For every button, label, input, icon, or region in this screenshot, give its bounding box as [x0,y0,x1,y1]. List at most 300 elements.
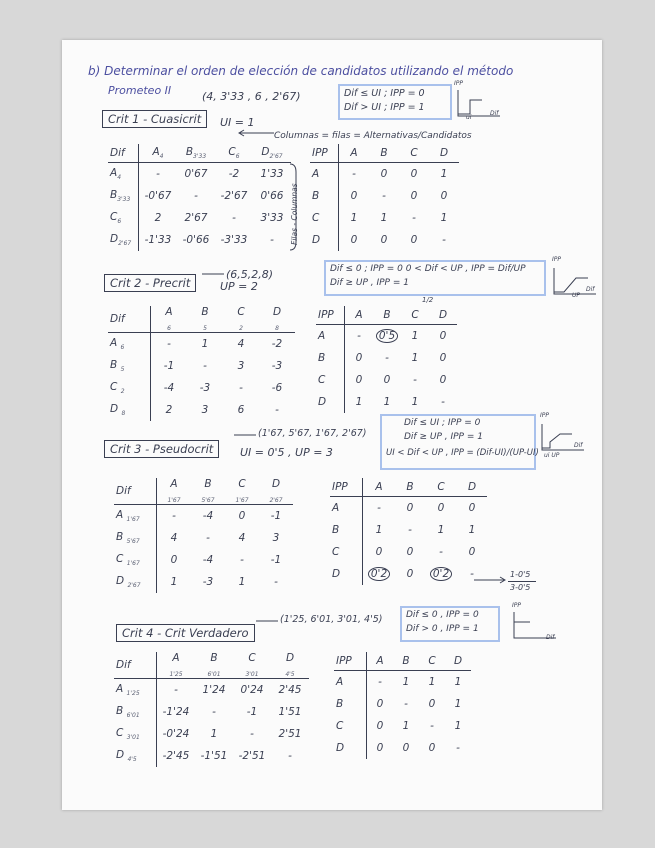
table-row [108,185,291,207]
table-row [114,745,309,767]
arrow-icon [236,128,276,138]
crit1-dif-table [108,144,291,251]
cell: - [288,750,292,763]
table-header: B [373,306,401,325]
cell: -3 [271,360,283,373]
pseudo-graph-icon [538,422,588,456]
cell: 1 [350,212,358,224]
col-weight: 4 [159,153,164,161]
cell: - [250,728,254,741]
cell [373,325,401,348]
cell: - [404,698,408,710]
row-label: A [310,163,339,186]
cell: -6 [271,382,283,395]
crit2-vector: (6,5,2,8) [226,268,274,281]
table-header: C [425,478,457,497]
cell: 1 [411,330,419,342]
cell: 0 [439,352,447,364]
rule-line: Dif > UI ; IPP = 1 [344,102,425,113]
cell: - [357,330,361,342]
cell: 0 [439,330,447,342]
cell: -0'24 [162,728,190,741]
crit2-dif-table [108,306,295,421]
table-header: IPP [334,652,367,671]
cell [425,563,457,585]
table-header: D $_8$ [259,306,295,333]
cell: 1'24 [202,684,226,697]
crit3-vector: (1'67, 5'67, 1'67, 2'67) [258,428,367,439]
cell: 1 [437,524,445,536]
cell: 0 [402,742,410,754]
table-row [334,693,471,715]
crit1-param: UI = 1 [220,116,255,129]
crit1-title: Crit 1 - Cuasicrit [102,110,207,128]
row-label: $B_{3'33}$ [108,185,139,207]
cell: -4 [163,382,175,395]
cell: - [470,568,474,580]
cell: - [412,212,416,224]
table-header: B [395,478,425,497]
cell: 0 [170,554,178,567]
table-row [114,723,309,745]
cell: - [206,532,210,545]
cell: 4 [170,532,178,545]
table-header: C $_2$ [223,306,259,333]
cell: 0 [406,546,414,558]
cell: 0 [376,720,384,732]
cell: - [377,502,381,514]
table-row [108,333,295,356]
row-label: D [316,391,345,413]
table-row [334,715,471,737]
crit1-note: Columnas = filas = Alternativas/Candidatos [274,131,472,141]
cell: -1'51 [200,750,228,763]
table-header: Dif [114,652,157,679]
cell: -4 [202,510,214,523]
crit2-param: UP = 2 [220,280,258,293]
row-label: C $_{1'67}$ [114,549,157,571]
table-header: A [367,652,394,671]
rule-line: Dif ≥ UP , IPP = 1 [404,432,483,442]
cell: 1 [170,576,178,589]
cell: - [352,168,356,180]
cell: - [456,742,460,754]
circled-value: 0'2 [368,567,390,581]
table-header: B $_{6'01}$ [195,652,233,679]
cell: -1'24 [162,706,190,719]
table-header: Dif [114,478,157,505]
crit3-ipp-table [330,478,487,585]
arrow-icon [474,576,508,584]
table-header: B [369,144,399,163]
table-row [114,527,293,549]
cell: - [275,404,279,417]
cell: -2'45 [162,750,190,763]
table-header: IPP [310,144,339,163]
cell: 6 [237,404,245,417]
row-label: A $_{1'67}$ [114,505,157,528]
table-header [177,144,215,163]
cell: 0 [439,374,447,386]
row-label: C $_{3'01}$ [114,723,157,745]
cell: 1 [375,524,383,536]
row-label: B $_{5'67}$ [114,527,157,549]
cell: -0'66 [182,234,210,246]
cell: - [194,190,198,202]
table-header: C $_{3'01}$ [233,652,271,679]
cell: -2'51 [238,750,266,763]
cell: -2'67 [220,190,248,202]
table-row [334,671,471,694]
row-label: D $_8$ [108,399,151,421]
circled-value: 0'5 [376,329,398,343]
table-header: IPP [316,306,345,325]
cell: - [413,374,417,386]
row-label: D [310,229,339,251]
graph-x-label: Dif [574,442,583,449]
table-row [330,563,487,585]
crit4-title: Crit 4 - Crit Verdadero [116,624,255,642]
table-header: D $_{2'67}$ [259,478,293,505]
cell: 1 [380,212,388,224]
crit4-dif-table [114,652,309,767]
col-label: B [185,145,194,158]
cell: 0 [238,510,246,523]
cell: -1'33 [144,234,172,246]
cell: 1 [440,212,448,224]
graph-y-label: IPP [540,412,550,419]
table-header: A [363,478,396,497]
row-label: B [330,519,363,541]
table-row [316,369,457,391]
cell: 2 [154,212,162,224]
row-label: $A_4$ [108,163,139,186]
table-row [108,163,291,186]
table-header: B $_5$ [187,306,223,333]
table-row [330,497,487,520]
cell: - [408,524,412,536]
table-header [139,144,178,163]
cell: 3 [237,360,245,373]
table-header: C [401,306,429,325]
cell [363,563,396,585]
cell: 1 [411,396,419,408]
table-header: D [429,144,459,163]
cell: -4 [202,554,214,567]
arrow-icon [234,432,258,438]
table-row [114,701,309,723]
cell: - [270,234,274,246]
table-header [215,144,253,163]
table-header: C [419,652,445,671]
cell: 1 [402,720,410,732]
table-row [114,679,309,702]
cell: - [232,212,236,224]
table-header: B $_{5'67}$ [191,478,225,505]
table-row [108,229,291,251]
cell: 2'67 [184,212,208,224]
col-label: D [261,145,270,158]
cell: - [239,382,243,395]
table-row [114,571,293,593]
cell: 4 [238,532,246,545]
row-label: C [330,541,363,563]
crit3-dif-table [114,478,293,593]
cell: -3 [202,576,214,589]
cell: 0 [380,234,388,246]
cell: - [167,338,171,351]
fraction-note: 1/2 [422,296,434,304]
cell: - [240,554,244,567]
cell: 1 [454,698,462,710]
graph-x-label: Dif [586,286,595,293]
cell: -1 [270,510,282,523]
crit2-title: Crit 2 - Precrit [104,274,196,292]
table-header: B [393,652,419,671]
row-label: C [310,207,339,229]
row-label: A [330,497,363,520]
cell: -1 [246,706,258,719]
rule-line: Dif > 0 , IPP = 1 [406,624,479,634]
cell: 0 [440,190,448,202]
table-header [253,144,291,163]
cell: 0 [375,546,383,558]
row-label: D [330,563,363,585]
col-weight: 2'67 [269,153,283,161]
cell: - [439,546,443,558]
cell: 1 [238,576,246,589]
row-label: D [334,737,367,759]
method-name: Prometeo II [108,84,172,97]
table-header: A $_{1'67}$ [157,478,192,505]
arrow-icon [202,271,226,277]
cell: 0 [410,168,418,180]
row-label: $C_6$ [108,207,139,229]
cell: 0 [350,190,358,202]
cell: - [172,510,176,523]
cell: 0 [383,374,391,386]
table-header: A [339,144,370,163]
table-row [310,163,459,186]
cell: 0 [355,374,363,386]
row-label: A $_6$ [108,333,151,356]
cell: 0 [350,234,358,246]
graph-threshold-label: ui UP [544,452,560,459]
cell: 4 [237,338,245,351]
table-row [316,325,457,348]
cell: 1 [402,676,410,688]
table-header: Dif [108,306,151,333]
cell: 1 [454,676,462,688]
row-label: B [334,693,367,715]
cell: - [385,352,389,364]
table-row [310,185,459,207]
cell: 0 [355,352,363,364]
rule-box-crit2 [324,260,546,296]
cell: 1 [428,676,436,688]
cell: 3 [201,404,209,417]
cell: 0 [410,234,418,246]
cell: -3 [199,382,211,395]
table-row [108,355,295,377]
cell: - [203,360,207,373]
crit4-ipp-table [334,652,471,759]
side-fraction-den: 3-0'5 [510,583,531,592]
graph-x-label: Dif [546,634,555,641]
rule-line: UI < Dif < UP , IPP = (Dif-UI)/(UP-UI) [386,448,539,458]
cell: 3'33 [260,212,284,224]
cell: 1 [201,338,209,351]
cell: 1 [411,352,419,364]
table-row [108,207,291,229]
row-label: C [316,369,345,391]
col-label: A [152,145,160,158]
cell: 0 [380,168,388,180]
graph-x-label: Dif [490,110,499,117]
table-row [334,737,471,759]
table-row [310,207,459,229]
table-header: A [345,306,374,325]
cell: 0 [410,190,418,202]
rule-line: Dif ≤ 0 ; IPP = 0 0 < Dif < UP , IPP = Dif/UP [330,264,526,274]
cell: - [430,720,434,732]
cell: 1 [355,396,363,408]
table-row [330,519,487,541]
cell: -3'33 [220,234,248,246]
crit3-param: UI = 0'5 , UP = 3 [240,446,333,459]
table-header: D [457,478,487,497]
cell: 2 [165,404,173,417]
cell: - [212,706,216,719]
table-row [108,399,295,421]
row-label: C [334,715,367,737]
bracket-note: Filas - Columnas [290,183,299,245]
cell: - [442,234,446,246]
cell: 0'67 [184,168,208,180]
notebook-page [62,40,602,810]
cell: 2'51 [278,728,302,741]
graph-y-label: IPP [512,602,522,609]
cell: 0'24 [240,684,264,697]
rule-box-crit1 [338,84,452,120]
table-row [316,347,457,369]
circled-value: 0'2 [430,567,452,581]
table-header: D $_{4'5}$ [271,652,309,679]
cell: -1 [270,554,282,567]
cell: -2 [271,338,283,351]
table-header: IPP [330,478,363,497]
table-row [114,549,293,571]
graph-y-label: IPP [454,80,464,87]
table-row [108,377,295,399]
cell: 0 [468,546,476,558]
cell: 0 [437,502,445,514]
table-header: D [429,306,457,325]
col-weight: 6 [235,153,240,161]
table-header: A $_6$ [151,306,188,333]
cell: 0 [468,502,476,514]
graph-y-label: IPP [552,256,562,263]
fraction-line [508,581,536,582]
cell: 0 [428,742,436,754]
rule-line: Dif ≤ 0 , IPP = 0 [406,610,479,620]
crit4-vector: (1'25, 6'01, 3'01, 4'5) [280,614,383,625]
cell: 0 [376,742,384,754]
table-row [316,391,457,413]
row-label: D $_{2'67}$ [114,571,157,593]
table-row [114,505,293,528]
cell: - [174,684,178,697]
rule-line: Dif ≤ UI ; IPP = 0 [344,88,425,99]
cell: -0'67 [144,190,172,202]
crit2-ipp-table [316,306,457,413]
row-label: B $_5$ [108,355,151,377]
cell: 3 [272,532,280,545]
cell: 1 [440,168,448,180]
row-label: C $_2$ [108,377,151,399]
crit1-ipp-table [310,144,459,251]
exercise-title: b) Determinar el orden de elección de candidatos utilizando el método [88,64,514,78]
cell: 0 [406,502,414,514]
row-label: A [334,671,367,694]
rule-line: Dif ≤ UI ; IPP = 0 [404,418,481,428]
cell: 1 [210,728,218,741]
crit3-title: Crit 3 - Pseudocrit [104,440,219,458]
table-row [330,541,487,563]
table-header: A $_{1'25}$ [157,652,196,679]
side-fraction-num: 1-0'5 [510,570,531,579]
table-header: Dif [108,144,139,163]
graph-threshold-label: UP [572,292,581,299]
cell: - [378,676,382,688]
table-header: C [399,144,429,163]
col-label: C [228,145,236,158]
rule-box-crit4 [400,606,500,642]
graph-threshold-label: ui [466,114,472,121]
cell: - [441,396,445,408]
cell: -2 [228,168,240,180]
row-label: A [316,325,345,348]
col-weight: 3'33 [193,153,207,161]
cell: 0 [406,568,414,580]
rule-box-crit3 [380,414,539,470]
cell: 1 [383,396,391,408]
cell: - [382,190,386,202]
cell: - [274,576,278,589]
table-row [310,229,459,251]
row-label: B [310,185,339,207]
cell: 1 [454,720,462,732]
rule-line: Dif ≥ UP , IPP = 1 [330,278,409,288]
table-header: C $_{1'67}$ [225,478,259,505]
cell: 1'51 [278,706,302,719]
cell: 0 [376,698,384,710]
row-label: $D_{2'67}$ [108,229,139,251]
table-header: D [445,652,471,671]
cell: - [156,168,160,180]
cell: -1 [163,360,175,373]
row-label: B [316,347,345,369]
cell: 0'66 [260,190,284,202]
row-label: A $_{1'25}$ [114,679,157,702]
row-label: B $_{6'01}$ [114,701,157,723]
weights-vector: (4, 3'33 , 6 , 2'67) [202,90,301,103]
cell: 0 [428,698,436,710]
cell: 1'33 [260,168,284,180]
cell: 2'45 [278,684,302,697]
cell: 1 [468,524,476,536]
arrow-icon [256,618,280,624]
